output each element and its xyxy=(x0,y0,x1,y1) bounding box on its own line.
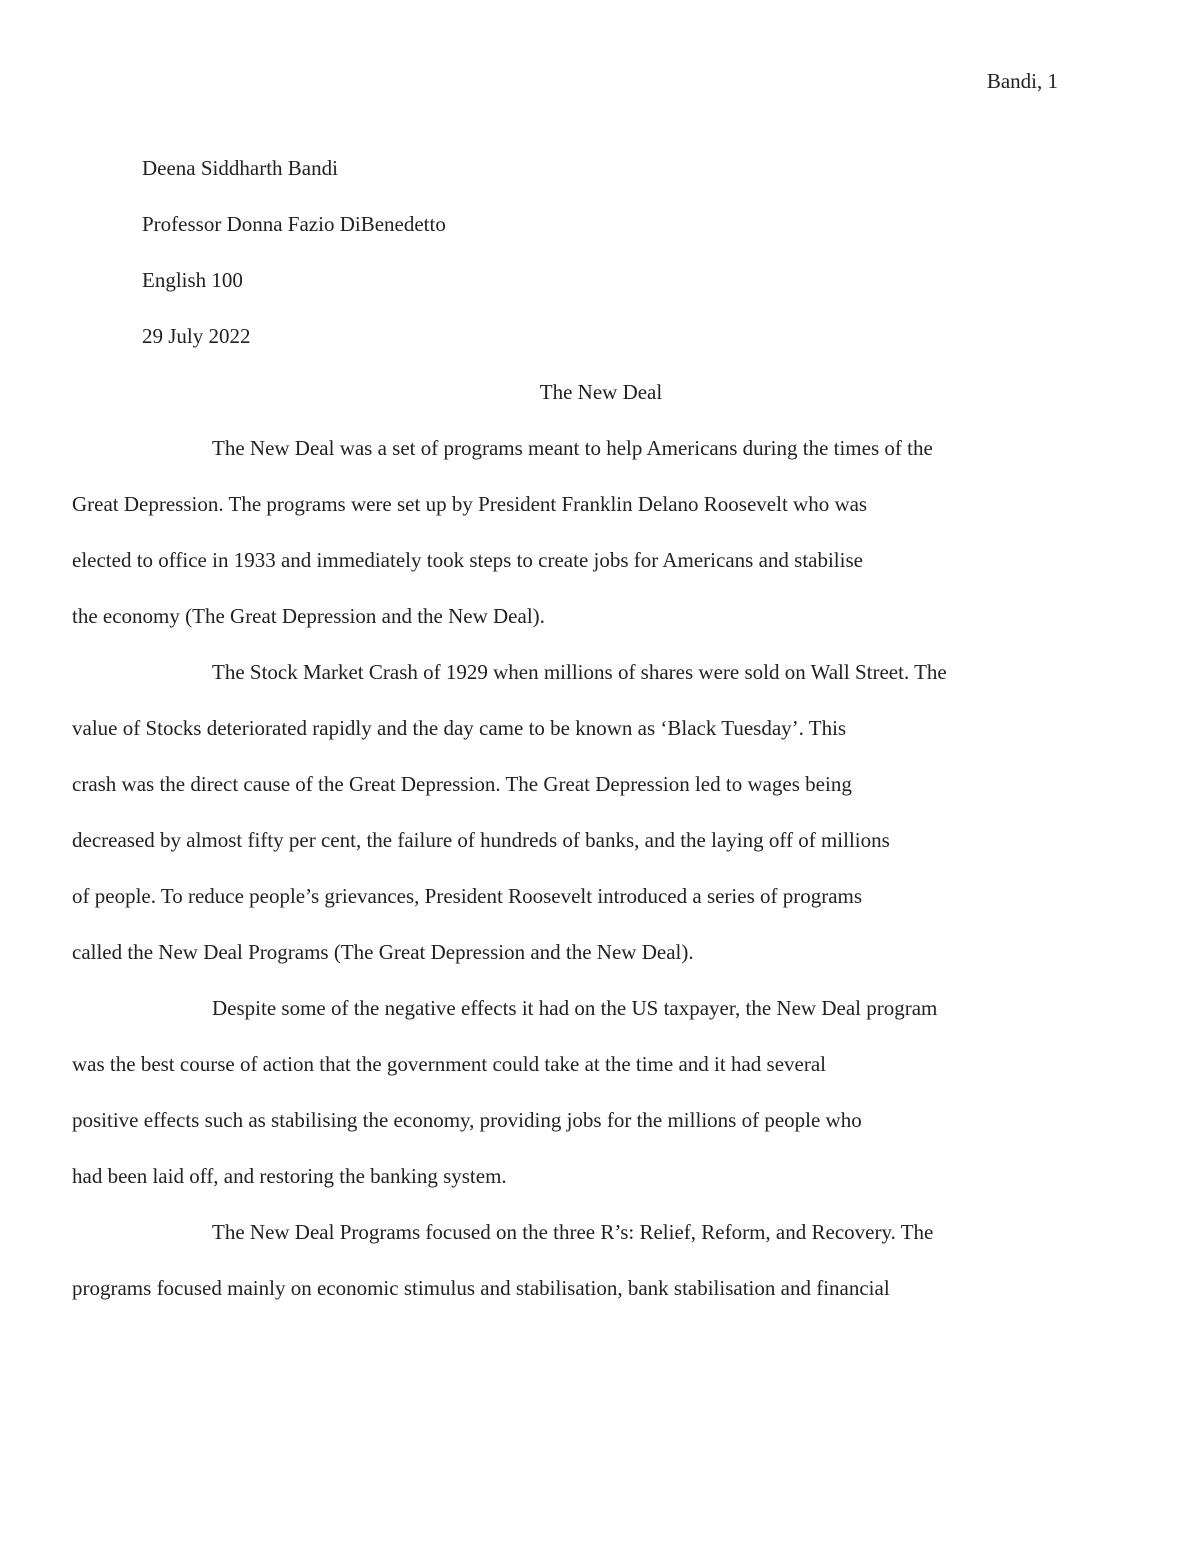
paragraph-line: The New Deal Programs focused on the three R’s: Relief, Reform, and Recovery. The xyxy=(212,1220,934,1244)
paragraph-line: positive effects such as stabilising the economy, providing jobs for the millions of people who xyxy=(72,1108,862,1132)
essay-title: The New Deal xyxy=(539,380,663,404)
running-head: Bandi, 1 xyxy=(986,69,1058,93)
paragraph-line: the economy (The Great Depression and the New Deal). xyxy=(72,604,545,628)
paragraph-line: had been laid off, and restoring the banking system. xyxy=(72,1164,507,1188)
paragraph-line: called the New Deal Programs (The Great Depression and the New Deal). xyxy=(72,940,694,964)
paragraph-line: The New Deal was a set of programs meant to help Americans during the times of the xyxy=(212,436,933,460)
paragraph-line: value of Stocks deteriorated rapidly and the day came to be known as ‘Black Tuesday’. This xyxy=(72,716,847,740)
paragraph-line: The Stock Market Crash of 1929 when millions of shares were sold on Wall Street. The xyxy=(212,660,947,684)
paragraph-line: was the best course of action that the government could take at the time and it had several xyxy=(72,1052,826,1076)
paragraph-2 xyxy=(72,644,1060,980)
paragraph-line: programs focused mainly on economic stimulus and stabilisation, bank stabilisation and financial xyxy=(72,1276,890,1300)
paragraph-1 xyxy=(72,420,1060,644)
essay-date: 29 July 2022 xyxy=(142,324,251,348)
document-body xyxy=(72,140,1060,1316)
paragraph-line: Despite some of the negative effects it had on the US taxpayer, the New Deal program xyxy=(212,996,938,1020)
professor-name: Professor Donna Fazio DiBenedetto xyxy=(142,212,446,236)
paragraph-line: Great Depression. The programs were set up by President Franklin Delano Roosevelt who was xyxy=(72,492,868,516)
paragraph-3 xyxy=(72,980,1060,1204)
paragraph-line: elected to office in 1933 and immediately took steps to create jobs for Americans and stabilise xyxy=(72,548,863,572)
paragraph-line: crash was the direct cause of the Great Depression. The Great Depression led to wages being xyxy=(72,772,852,796)
paragraph-4 xyxy=(72,1204,1060,1316)
course-name: English 100 xyxy=(142,268,243,292)
paragraph-line: of people. To reduce people’s grievances, President Roosevelt introduced a series of programs xyxy=(72,884,863,908)
paragraph-line: decreased by almost fifty per cent, the failure of hundreds of banks, and the laying off of millions xyxy=(72,828,890,852)
student-name: Deena Siddharth Bandi xyxy=(142,156,338,180)
